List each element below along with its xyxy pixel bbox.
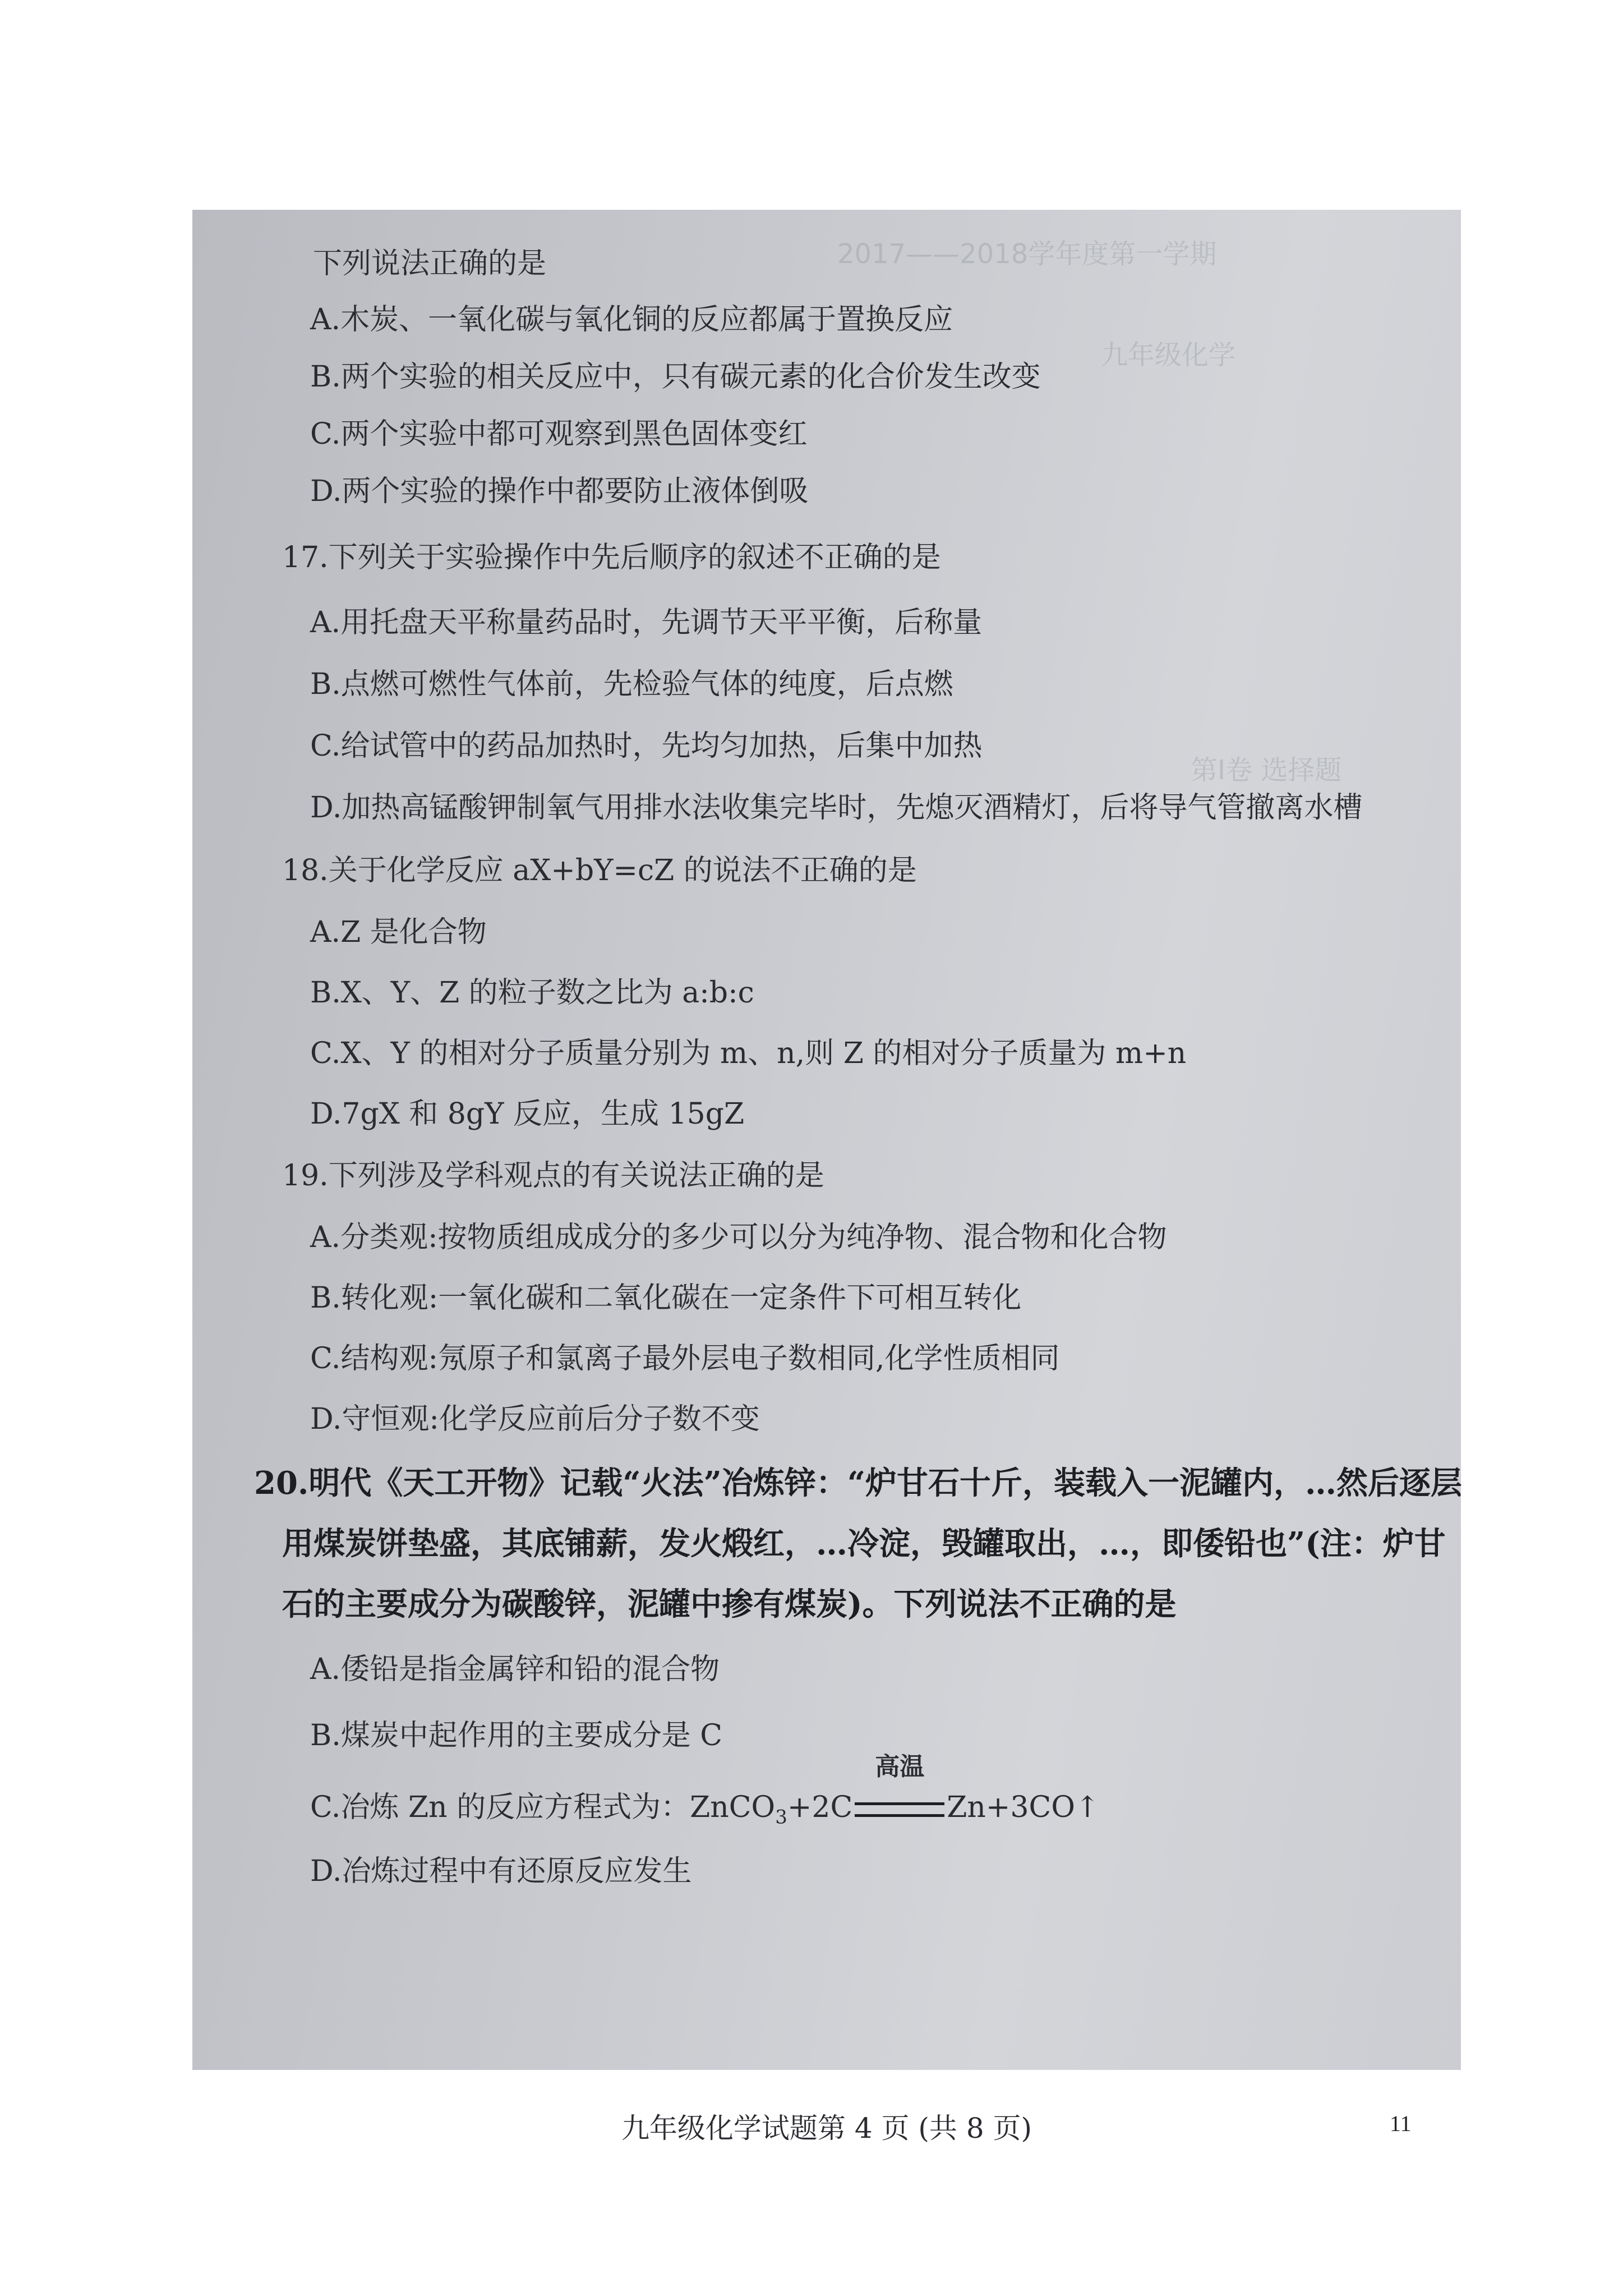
- q20-option-d: D.冶炼过程中有还原反应发生: [310, 1855, 692, 1888]
- q18-option-b: B.X、Y、Z 的粒子数之比为 a:b:c: [310, 976, 754, 1010]
- q20-option-b: B.煤炭中起作用的主要成分是 C: [310, 1719, 723, 1752]
- bleed-through-text: 第Ⅰ卷 选择题: [1191, 754, 1342, 786]
- q16-option-c: C.两个实验中都可观察到黑色固体变红: [310, 417, 808, 451]
- q20-stem-line-2: 用煤炭饼垫盛，其底铺薪，发火煅红，…冷淀，毁罐取出，…，即倭铅也”(注：炉甘: [282, 1525, 1446, 1562]
- page-footer: 九年级化学试题第 4 页 (共 8 页): [621, 2112, 1032, 2145]
- page-number: 11: [1390, 2111, 1412, 2136]
- q18-option-d: D.7gX 和 8gY 反应，生成 15gZ: [310, 1097, 745, 1131]
- q18-stem: 18.关于化学反应 aX+bY=cZ 的说法不正确的是: [282, 854, 917, 887]
- q20-option-c-suffix: Zn+3CO↑: [947, 1791, 1100, 1824]
- q17-option-c: C.给试管中的药品加热时，先均匀加热，后集中加热: [310, 729, 983, 763]
- q17-option-d: D.加热高锰酸钾制氧气用排水法收集完毕时，先熄灭酒精灯，后将导气管撤离水槽: [310, 791, 1363, 825]
- q19-option-c: C.结构观:氖原子和氯离子最外层电子数相同,化学性质相同: [310, 1342, 1060, 1375]
- q17-option-b: B.点燃可燃性气体前，先检验气体的纯度，后点燃: [310, 668, 953, 701]
- q20-option-c-mid: +2C: [787, 1791, 853, 1824]
- q20-stem-line-1: 20.明代《天工开物》记载“火法”冶炼锌：“炉甘石十斤，装载入一泥罐内，…然后逐层: [254, 1465, 1463, 1502]
- q16-option-b: B.两个实验的相关反应中，只有碳元素的化合价发生改变: [310, 360, 1041, 394]
- q18-option-c: C.X、Y 的相对分子质量分别为 m、n,则 Z 的相对分子质量为 m+n: [310, 1037, 1187, 1070]
- q19-option-d: D.守恒观:化学反应前后分子数不变: [310, 1402, 760, 1436]
- q17-option-a: A.用托盘天平称量药品时，先调节天平平衡，后称量: [310, 606, 983, 639]
- q18-option-a: A.Z 是化合物: [310, 915, 487, 949]
- q20-option-a: A.倭铅是指金属锌和铅的混合物: [310, 1653, 720, 1686]
- q19-option-b: B.转化观:一氧化碳和二氧化碳在一定条件下可相互转化: [310, 1281, 1022, 1315]
- double-bar-icon: [855, 1802, 944, 1817]
- q20-option-c-prefix: C.冶炼 Zn 的反应方程式为：ZnCO: [310, 1791, 776, 1824]
- bleed-through-text: 九年级化学: [1101, 339, 1236, 371]
- q16-option-d: D.两个实验的操作中都要防止液体倒吸: [310, 475, 809, 508]
- q19-option-a: A.分类观:按物质组成成分的多少可以分为纯净物、混合物和化合物: [310, 1221, 1167, 1254]
- q16-stem: 下列说法正确的是: [313, 247, 547, 280]
- q20-stem-line-3: 石的主要成分为碳酸锌，泥罐中掺有煤炭)。下列说法不正确的是: [282, 1586, 1177, 1623]
- q16-option-a: A.木炭、一氧化碳与氧化铜的反应都属于置换反应: [310, 303, 953, 337]
- q19-stem: 19.下列涉及学科观点的有关说法正确的是: [282, 1159, 824, 1193]
- q17-stem: 17.下列关于实验操作中先后顺序的叙述不正确的是: [282, 541, 941, 574]
- bleed-through-text: 2017——2018学年度第一学期: [837, 238, 1217, 270]
- q20-option-c-subscript: 3: [775, 1806, 787, 1829]
- q20-option-c: [310, 1752, 1100, 1829]
- reaction-condition: 高温: [875, 1752, 925, 1781]
- reaction-condition-arrow: [852, 1752, 947, 1822]
